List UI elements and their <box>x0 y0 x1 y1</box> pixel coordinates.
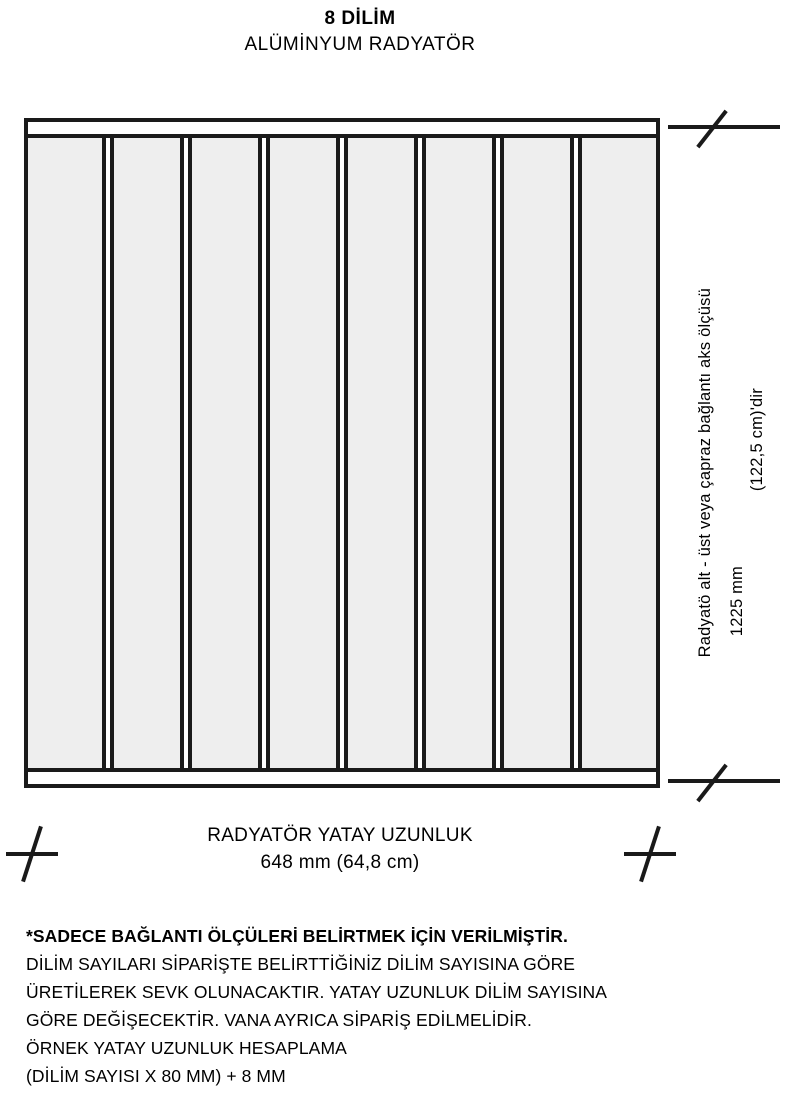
radiator-bottom-manifold <box>28 768 656 784</box>
tick-slash <box>696 110 727 149</box>
radiator-body <box>24 118 660 788</box>
dimension-cross-right <box>624 825 676 883</box>
dimension-tick-top <box>666 106 784 146</box>
fin-separator <box>258 138 270 768</box>
horizontal-dimension-value: 648 mm (64,8 cm) <box>260 852 420 873</box>
fin-separator <box>414 138 426 768</box>
fin-separator <box>336 138 348 768</box>
fin-separator <box>492 138 504 768</box>
fin-separator <box>180 138 192 768</box>
vertical-dimension-labels <box>666 188 784 708</box>
horizontal-dimension-labels <box>70 822 610 876</box>
fin-separator <box>570 138 582 768</box>
tick-slash <box>696 764 727 803</box>
fin-separator <box>102 138 114 768</box>
horizontal-dimension-title: RADYATÖR YATAY UZUNLUK <box>207 825 473 846</box>
page-title <box>0 6 720 58</box>
title-line-1: 8 DİLİM <box>324 8 396 29</box>
title-line-2: ALÜMİNYUM RADYATÖR <box>244 34 476 55</box>
note-line: GÖRE DEĞİŞECEKTİR. VANA AYRICA SİPARİŞ EDİLMELİDİR. <box>26 1010 532 1030</box>
radiator-top-manifold <box>28 122 656 138</box>
vertical-dimension-description: Radyatö alt - üst veya çapraz bağlantı aks ölçüsü <box>696 288 714 658</box>
dimension-tick-bottom <box>666 760 784 800</box>
horizontal-dimension <box>0 800 720 900</box>
vertical-dimension <box>666 118 784 788</box>
vertical-dimension-value: 1225 mm <box>728 566 746 637</box>
note-line: (DİLİM SAYISI X 80 MM) + 8 MM <box>26 1066 286 1086</box>
radiator-fins <box>28 138 656 768</box>
tick-line <box>668 125 780 129</box>
vertical-dimension-value-cm: (122,5 cm)'dir <box>748 388 766 492</box>
tick-line <box>668 779 780 783</box>
notes-block <box>26 922 766 1090</box>
note-line: ÜRETİLEREK SEVK OLUNACAKTIR. YATAY UZUNLUK DİLİM SAYISINA <box>26 982 608 1002</box>
dimension-cross-left <box>6 825 58 883</box>
note-line: DİLİM SAYILARI SİPARİŞTE BELİRTTİĞİNİZ DİLİM SAYISINA GÖRE <box>26 954 576 974</box>
note-line: ÖRNEK YATAY UZUNLUK HESAPLAMA <box>26 1038 347 1058</box>
note-line: *SADECE BAĞLANTI ÖLÇÜLERİ BELİRTMEK İÇİN VERİLMİŞTİR. <box>26 926 568 946</box>
